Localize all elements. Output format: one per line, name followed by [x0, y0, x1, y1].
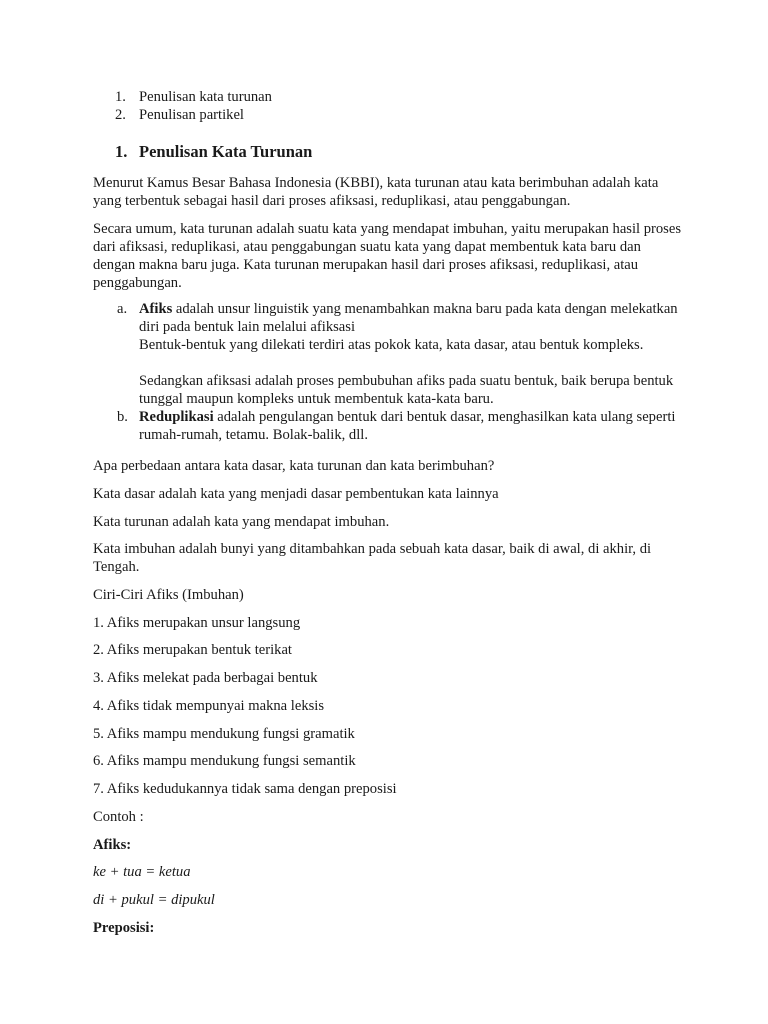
section-number: 1.: [115, 142, 128, 161]
kata-imbuhan-text: Kata imbuhan adalah bunyi yang ditambahkan pada sebuah kata dasar, baik di awal, di akhir, di Tengah.: [93, 541, 652, 575]
section-title: Penulisan Kata Turunan: [139, 142, 313, 161]
afiks-label: Afiks:: [93, 837, 132, 853]
intro-paragraph: Menurut Kamus Besar Bahasa Indonesia (KBBI), kata turunan atau kata berimbuhan adalah kata yang terbentuk sebagai hasil dari proses afiksasi, reduplikasi, atau penggabungan.: [93, 175, 659, 209]
contoh-label: Contoh :: [93, 809, 144, 825]
outline-number: 1.: [115, 89, 126, 105]
ciri-item: 4. Afiks tidak mempunyai makna leksis: [93, 698, 325, 714]
ciri-title: Ciri-Ciri Afiks (Imbuhan): [93, 587, 244, 603]
lettered-list: [117, 300, 687, 444]
term-afiks: Afiks: [139, 301, 173, 317]
outline-item: [115, 88, 272, 106]
outline-number: 2.: [115, 107, 126, 123]
term-reduplikasi: Reduplikasi: [139, 409, 214, 425]
list-item-afiks: [117, 300, 687, 408]
ciri-item: 1. Afiks merupakan unsur langsung: [93, 615, 301, 631]
ciri-item: 5. Afiks mampu mendukung fungsi gramatik: [93, 726, 355, 742]
ciri-item: 7. Afiks kedudukannya tidak sama dengan preposisi: [93, 781, 397, 797]
outline-list: [115, 88, 272, 124]
blank-line: [139, 354, 687, 372]
definition-reduplikasi: adalah pengulangan bentuk dari bentuk dasar, menghasilkan kata ulang seperti rumah-rumah, tetamu. Bolak-balik, dll.: [139, 409, 676, 443]
preposisi-label: Preposisi:: [93, 920, 155, 936]
section-heading: [115, 142, 312, 162]
definition-afiks: adalah unsur linguistik yang menambahkan makna baru pada kata dengan melekatkan diri pada bentuk lain melalui afiksasi: [139, 301, 678, 335]
example-ketua: ke + tua = ketua: [93, 864, 191, 880]
kata-turunan-text: Kata turunan adalah kata yang mendapat imbuhan.: [93, 514, 390, 530]
list-marker: b.: [117, 409, 128, 425]
kata-dasar-text: Kata dasar adalah kata yang menjadi dasar pembentukan kata lainnya: [93, 486, 499, 502]
ciri-item: 3. Afiks melekat pada berbagai bentuk: [93, 670, 318, 686]
example-dipukul: di + pukul = dipukul: [93, 892, 215, 908]
ciri-item: 2. Afiks merupakan bentuk terikat: [93, 642, 292, 658]
outline-text: Penulisan partikel: [139, 107, 244, 123]
question-text: Apa perbedaan antara kata dasar, kata turunan dan kata berimbuhan?: [93, 458, 495, 474]
afiksasi-note: Sedangkan afiksasi adalah proses pembubuhan afiks pada suatu bentuk, baik berupa bentuk tunggal maupun kompleks untuk membentuk kata-kata baru.: [139, 373, 674, 407]
outline-item: [115, 106, 272, 124]
list-item-reduplikasi: [117, 408, 687, 444]
intro-paragraph: Secara umum, kata turunan adalah suatu kata yang mendapat imbuhan, yaitu merupakan hasil proses dari afiksasi, reduplikasi, atau penggabungan suatu kata yang dapat membentuk kata baru dan dengan makna baru juga. Kata turunan merupakan hasil dari proses afiksasi, reduplikasi, atau penggabungan.: [93, 221, 682, 291]
afiks-note: Bentuk-bentuk yang dilekati terdiri atas pokok kata, kata dasar, atau bentuk kompleks.: [139, 337, 644, 353]
outline-text: Penulisan kata turunan: [139, 89, 272, 105]
ciri-item: 6. Afiks mampu mendukung fungsi semantik: [93, 753, 356, 769]
list-marker: a.: [117, 301, 128, 317]
